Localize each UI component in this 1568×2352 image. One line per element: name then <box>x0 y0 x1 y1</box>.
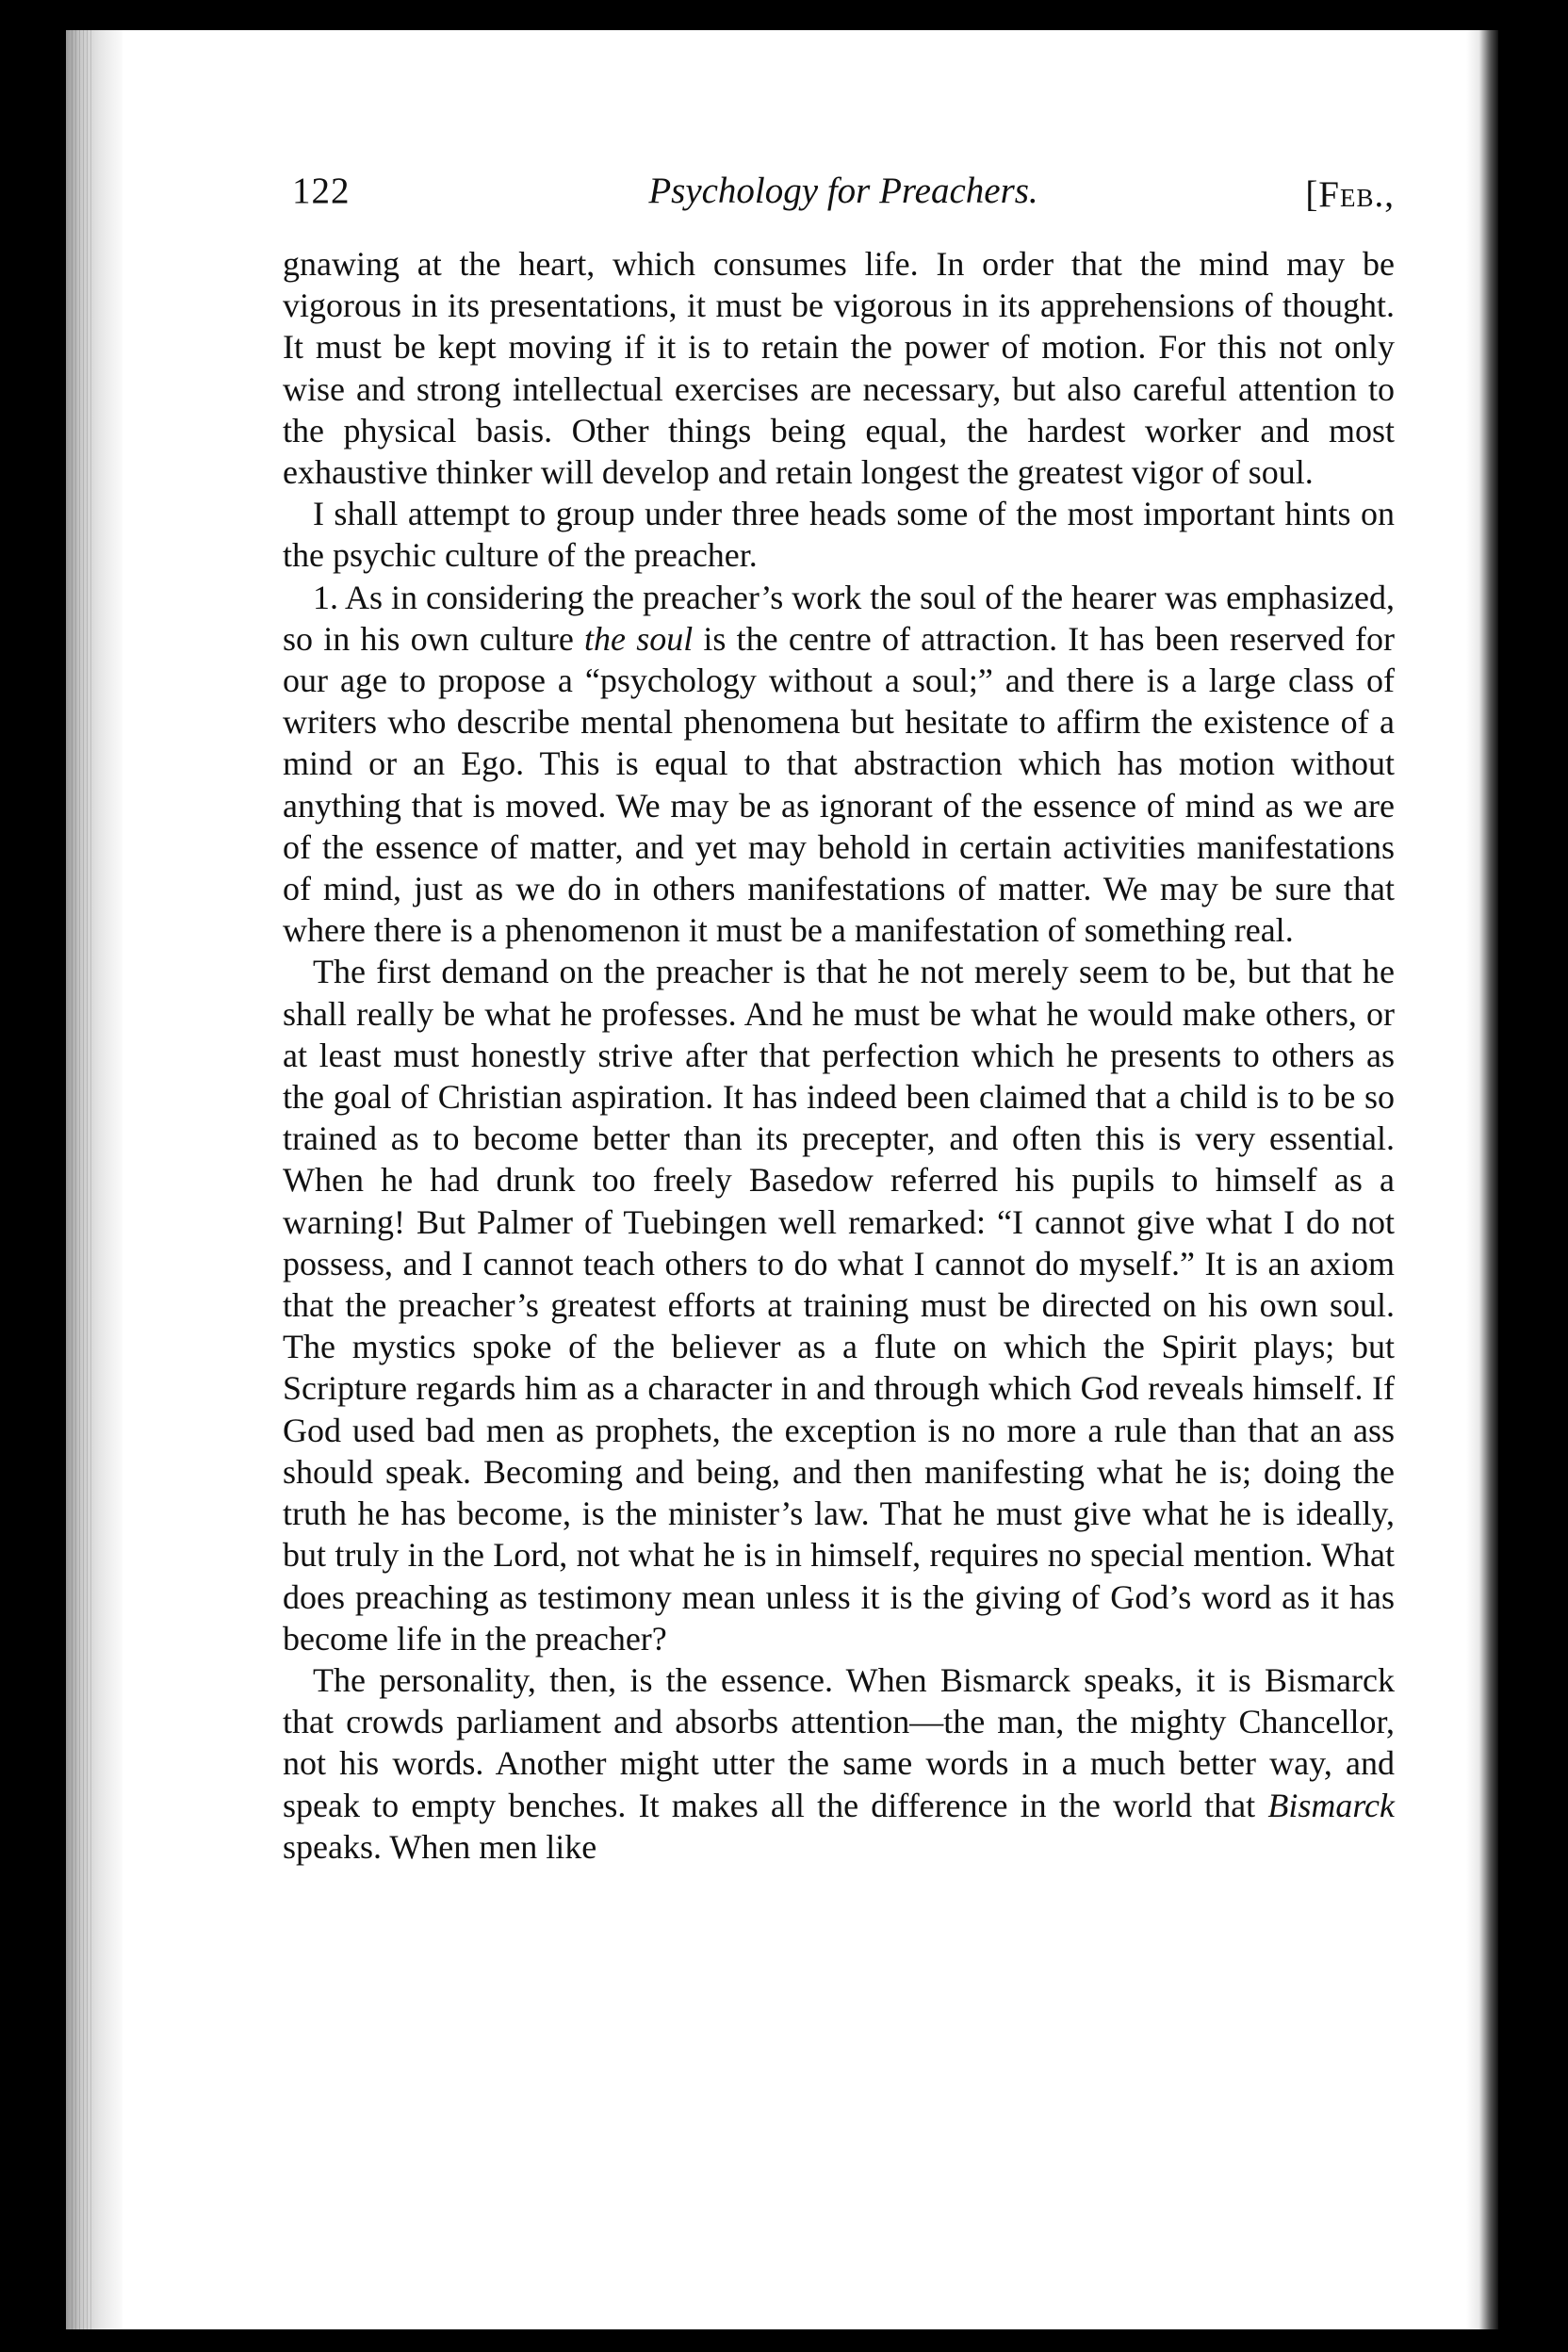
book-page <box>66 30 1498 2329</box>
page-binding-shadow <box>66 30 122 2329</box>
running-title: Psychology for Preachers. <box>648 171 1038 211</box>
page-number: 122 <box>292 171 351 211</box>
italic-text-segment: Bismarck <box>1267 1786 1395 1824</box>
paragraph <box>283 243 1395 493</box>
text-segment: speaks. When men like <box>283 1827 597 1866</box>
paragraph <box>283 1659 1395 1868</box>
text-segment: is the centre of attraction. It has been reserved for our age to propose a “psychology without a soul;” and there is a large class of writers who describe mental phenomena but hesitate to affirm the existence of a mind or an Ego. This is equal to that abstraction which has motion without anything that is moved. We may be as ignorant of the essence of mind as we are of the essence of matter, and yet may behold in certain activities manifestations of mind, just as we do in others manifestations of matter. We may be sure that where there is a phenomenon it must be a manifestation of something real. <box>283 619 1395 950</box>
text-segment: 1. As in considering the preacher’s work the soul of the hearer was emphasized, so in his own culture <box>283 578 1395 658</box>
paragraph <box>283 577 1395 952</box>
text-segment: The first demand on the preacher is that he not merely seem to be, but that he shall really be what he professes. And he must be what he would make others, or at least must honestly strive after that perfection which he presents to others as the goal of Christian aspiration. It has indeed been claimed that a child is to be so trained as to become better than its precepter, and often this is very essential. When he had drunk too freely Basedow referred his pupils to himself as a warning! But Palmer of Tuebingen well remarked: “I cannot give what I do not possess, and I cannot teach others to do what I cannot do myself.” It is an axiom that the preacher’s greatest efforts at training must be directed on his own soul. The mystics spoke of the believer as a flute on which the Spirit plays; but Scripture regards him as a character in and through which God reveals himself. If God used bad men as prophets, the exception is no more a rule than that an ass should speak. Becoming and being, and then manifesting what he is; doing the truth he has become, is the minister’s law. That he must give what he is ideally, but truly in the Lord, not what he is in himself, requires no special mention. What does preaching as testimony mean unless it is the giving of God’s word as it has become life in the preacher? <box>283 953 1395 1658</box>
running-header <box>292 170 1395 226</box>
paragraph <box>283 951 1395 1658</box>
italic-text-segment: the soul <box>584 619 694 658</box>
text-segment: I shall attempt to group under three heads some of the most important hints on the psychic culture of the preacher. <box>283 495 1395 575</box>
header-date: [Feb., <box>1305 174 1395 215</box>
text-segment: gnawing at the heart, which consumes life. In order that the mind may be vigorous in its presentations, it must be vigorous in its apprehensions of thought. It must be kept moving if it is to retain the power of motion. For this not only wise and strong intellectual exercises are necessary, but also careful attention to the physical basis. Other things being equal, the hardest worker and most exhaustive thinker will develop and retain longest the greatest vigor of soul. <box>283 245 1395 492</box>
page-edge-shadow <box>1466 30 1498 2329</box>
text-segment: The personality, then, is the essence. When Bismarck speaks, it is Bismarck that crowds parliament and absorbs attention—the man, the mighty Chancellor, not his words. Another might utter the same words in a much better way, and speak to empty benches. It makes all the difference in the world that <box>283 1660 1395 1824</box>
paragraph <box>283 493 1395 576</box>
body-text <box>283 243 1395 1868</box>
